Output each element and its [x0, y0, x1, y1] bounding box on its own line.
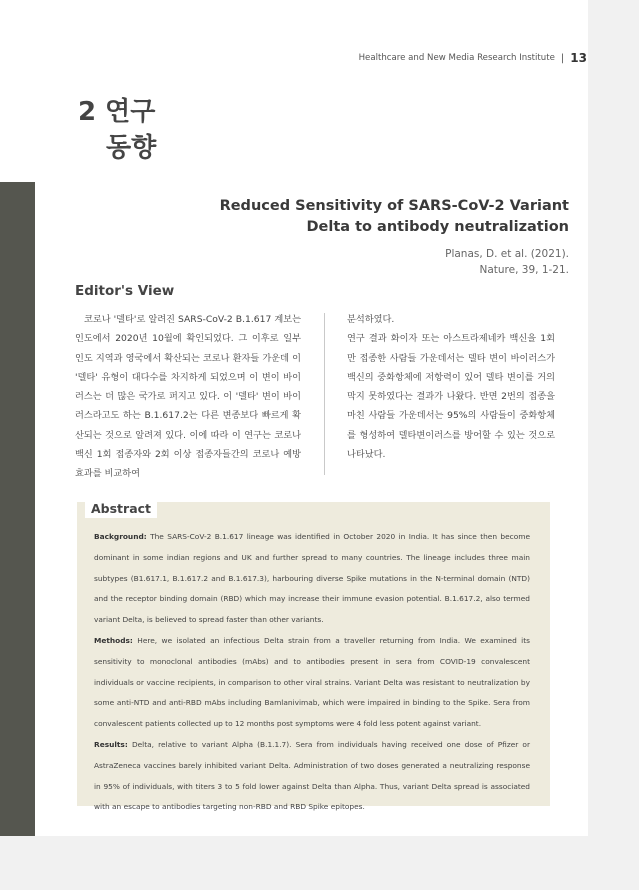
background-text: The SARS-CoV-2 B.1.617 lineage was identified in October 2020 in India. It has since then become dominant in some indian regions and UK and further spread to many countries. The lineage includes three main subtypes (B1.617.1, B.1.617.2 and B.1.617.3), harbouring diverse Spike mutations in the N-terminal domain (NTD) and the receptor binding domain (RBD) which may increase their immune evasion potential. B.1.617.2, also termed variant Delta, is believed to spread faster than other variants.: [94, 532, 530, 625]
methods-text: Here, we isolated an infectious Delta strain from a traveller returning from India. We examined its sensitivity to monoclonal antibodies (mAbs) and to antibodies present in sera from COVID-19 convalescent individuals or vaccine recipients, in comparison to other viral strains. Variant Delta was resistant to neutralization by some anti-NTD and anti-RBD mAbs including Bamlanivimab, which were impaired in binding to the Spike. Sera from convalescent patients collected up to 12 months post symptoms were 4 fold less potent against variant.: [94, 635, 530, 729]
abstract-results: [94, 735, 530, 818]
section-title-line1: 2 연구: [78, 97, 156, 127]
institute-name: Healthcare and New Media Research Institute: [358, 53, 555, 63]
citation-authors: Planas, D. et al. (2021).: [445, 248, 569, 260]
methods-label: Methods:: [94, 635, 133, 645]
editors-view-column-2: [347, 310, 555, 464]
column-divider: [324, 313, 325, 475]
page-number: 13: [570, 51, 587, 65]
background-label: Background:: [94, 532, 147, 541]
abstract-methods: [94, 631, 530, 735]
results-text: Delta, relative to variant Alpha (B.1.1.7). Sera from individuals having received one dose of Pfizer or AstraZeneca vaccines barely inhibited variant Delta. Administration of two doses generated a neutralizing response in 95% of individuals, with titers 3 to 5 fold lower against Delta than Alpha. Thus, variant Delta spread is associated with an escape to antibodies targeting non-RBD and RBD Spike epitopes.: [94, 739, 530, 812]
editors-view-paragraph: 코로나 '델타'로 알려진 SARS-CoV-2 B.1.617 계보는 인도에서 2020년 10월에 확인되었다. 그 이후로 일부 인도 지역과 영국에서 확산되는 코로나 환자들 가운데 이 '델타' 유형이 대다수를 차지하게 되었으며 이 변이 바이러스는 더 많은 국가로 퍼지고 있다. 이 '델타' 변이 바이러스라고도 하는 B.1.617.2는 다른 변종보다 빠르게 확산되는 것으로 알려져 있다. 이에 따라 이 연구는 코로나 백신 1회 접종자와 2회 이상 접종자들간의 코로나 예방 효과를 비교하여: [75, 314, 301, 480]
section-title: [78, 94, 156, 166]
sidebar-strip: [0, 182, 35, 836]
section-title-line2: 동향: [106, 133, 157, 163]
editors-view-column-1: [75, 310, 301, 484]
editors-view-paragraph: 연구 결과 화이자 또는 아스트라제네카 백신을 1회만 접종한 사람들 가운데서는 델타 변이 바이러스가 백신의 중화항체에 저항력이 있어 델타 변이를 거의 막지 못하였다는 결과가 나왔다. 반면 2번의 접종을 마친 사람들 가운데서는 95%의 사람들이 중화항체를 형성하여 델타변이러스를 방어할 수 있는 것으로 나타났다.: [347, 333, 555, 461]
abstract-text: [94, 527, 530, 818]
running-header: [359, 51, 587, 65]
abstract-background: [94, 527, 530, 631]
citation: [445, 246, 569, 278]
results-label: Results:: [94, 739, 128, 749]
editors-view-paragraph: 분석하였다.: [347, 314, 395, 325]
header-separator: |: [560, 52, 565, 64]
abstract-heading: Abstract: [85, 500, 157, 518]
article-title: Reduced Sensitivity of SARS-CoV-2 Variant Delta to antibody neutralization: [219, 198, 569, 235]
citation-journal: Nature, 39, 1-21.: [479, 264, 569, 276]
editors-view-heading: Editor's View: [75, 283, 175, 299]
